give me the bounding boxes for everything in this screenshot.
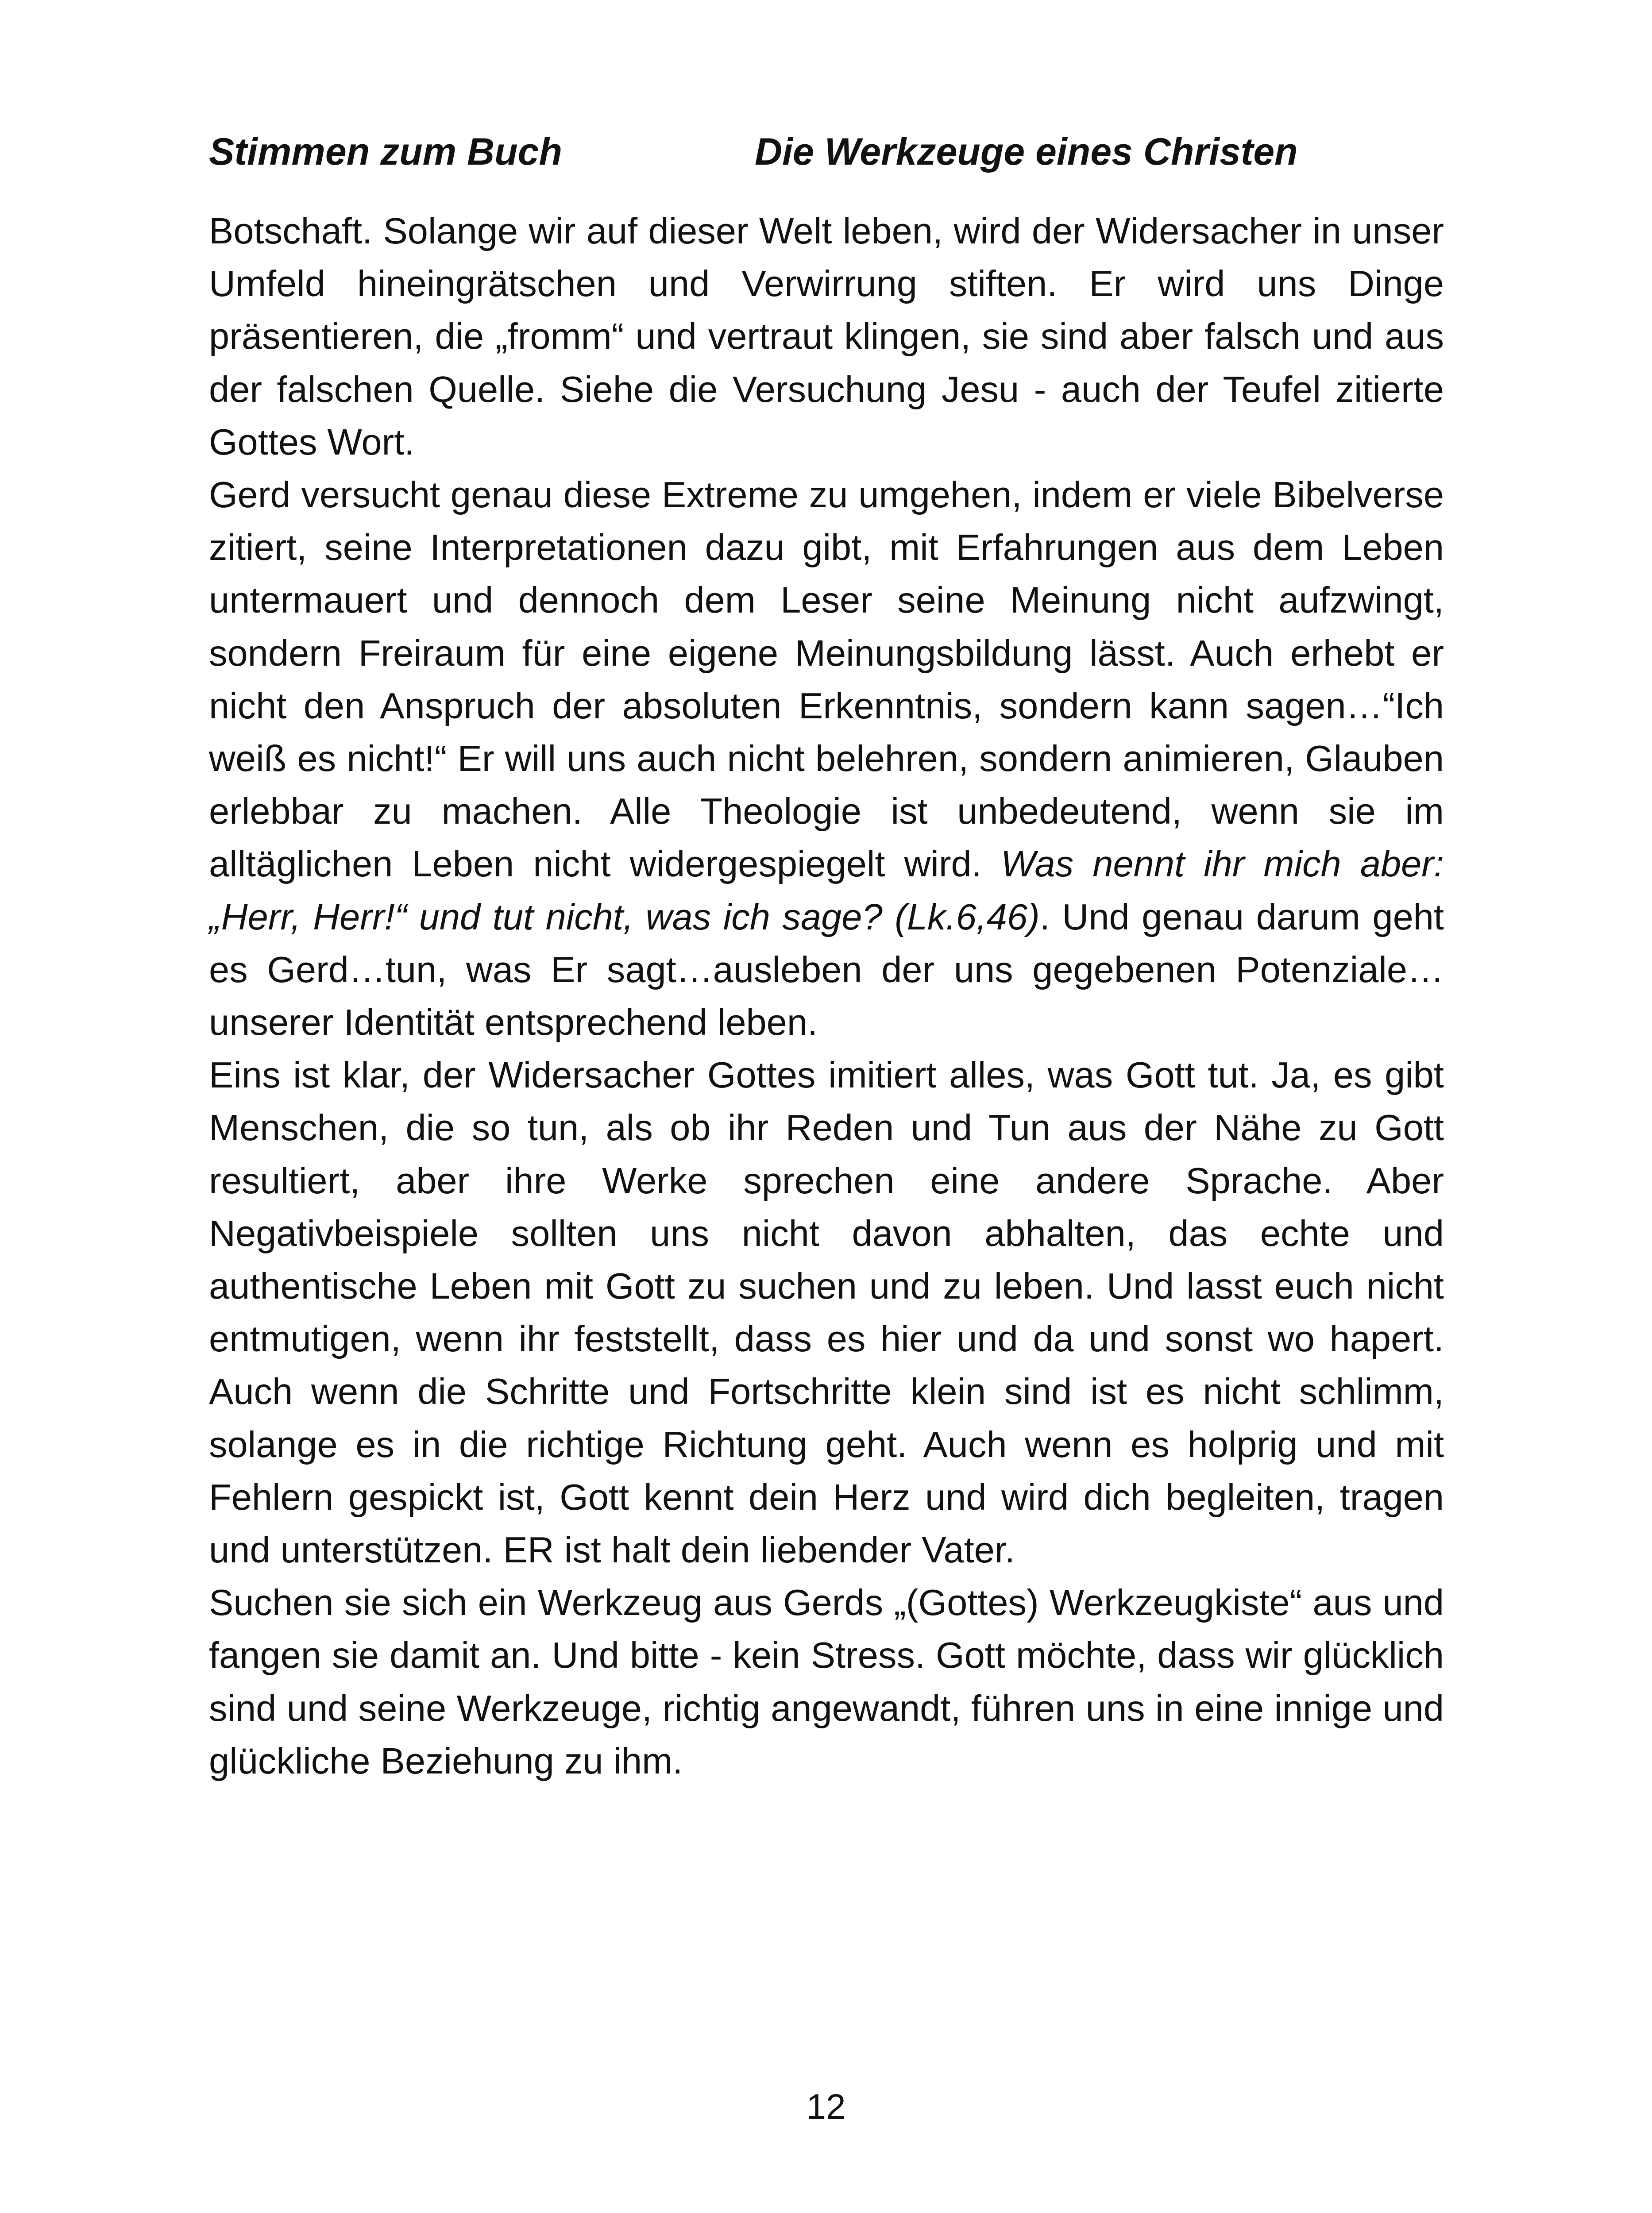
running-header xyxy=(0,125,1652,178)
page-number: 12 xyxy=(806,2087,846,2126)
paragraph: Suchen sie sich ein Werkzeug aus Gerds „(Gottes) Werkzeugkiste“ aus und fangen sie damit an. Und bitte - kein Stress. Gott möchte, dass wir glücklich sind und seine Werkzeuge, richtig angewandt, führen uns in eine innige und glückliche Beziehung zu ihm. xyxy=(209,1582,1444,1781)
paragraph-text: . Und genau darum geht es Gerd…tun, was Er sagt…ausleben der uns gegebenen Potenziale…unserer Identität entsprechend leben. xyxy=(209,896,1444,1043)
paragraph xyxy=(209,468,1444,1049)
body-text xyxy=(209,204,1444,1787)
paragraph-text: Gerd versucht genau diese Extreme zu umgehen, indem er viele Bibelverse zitiert, seine Interpretationen dazu gibt, mit Erfahrungen aus dem Leben untermauert und dennoch dem Leser seine Meinung nicht aufzwingt, sondern Freiraum für eine eigene Meinungsbildung lässt. Auch erhebt er nicht den Anspruch der absoluten Erkenntnis, sondern kann sagen…“Ich weiß es nicht!“ Er will uns auch nicht belehren, sondern animieren, Glauben erlebbar zu machen. Alle Theologie ist unbedeutend, wenn sie im alltäglichen Leben nicht widergespiegelt wird. xyxy=(209,474,1444,885)
bible-quote: Was nennt ihr mich aber: „Herr, Herr!“ und tut nicht, was ich sage? (Lk.6,46) xyxy=(209,843,1444,937)
paragraph: Botschaft. Solange wir auf dieser Welt leben, wird der Widersacher in unser Umfeld hineingrätschen und Verwirrung stiften. Er wird uns Dinge präsentieren, die „fromm“ und vertraut klingen, sie sind aber falsch und aus der falschen Quelle. Siehe die Versuchung Jesu - auch der Teufel zitierte Gottes Wort. xyxy=(209,210,1444,463)
header-book-title: Die Werkzeuge eines Christen xyxy=(755,131,1298,173)
header-section-title: Stimmen zum Buch xyxy=(209,131,562,173)
paragraph: Eins ist klar, der Widersacher Gottes imitiert alles, was Gott tut. Ja, es gibt Menschen, die so tun, als ob ihr Reden und Tun aus der Nähe zu Gott resultiert, aber ihre Werke sprechen eine andere Sprache. Aber Negativbeispiele sollten uns nicht davon abhalten, das echte und authentische Leben mit Gott zu suchen und zu leben. Und lasst euch nicht entmutigen, wenn ihr feststellt, dass es hier und da und sonst wo hapert. Auch wenn die Schritte und Fortschritte klein sind ist es nicht schlimm, solange es in die richtige Richtung geht. Auch wenn es holprig und mit Fehlern gespickt ist, Gott kennt dein Herz und wird dich begleiten, tragen und unterstützen. ER ist halt dein liebender Vater. xyxy=(209,1054,1444,1571)
